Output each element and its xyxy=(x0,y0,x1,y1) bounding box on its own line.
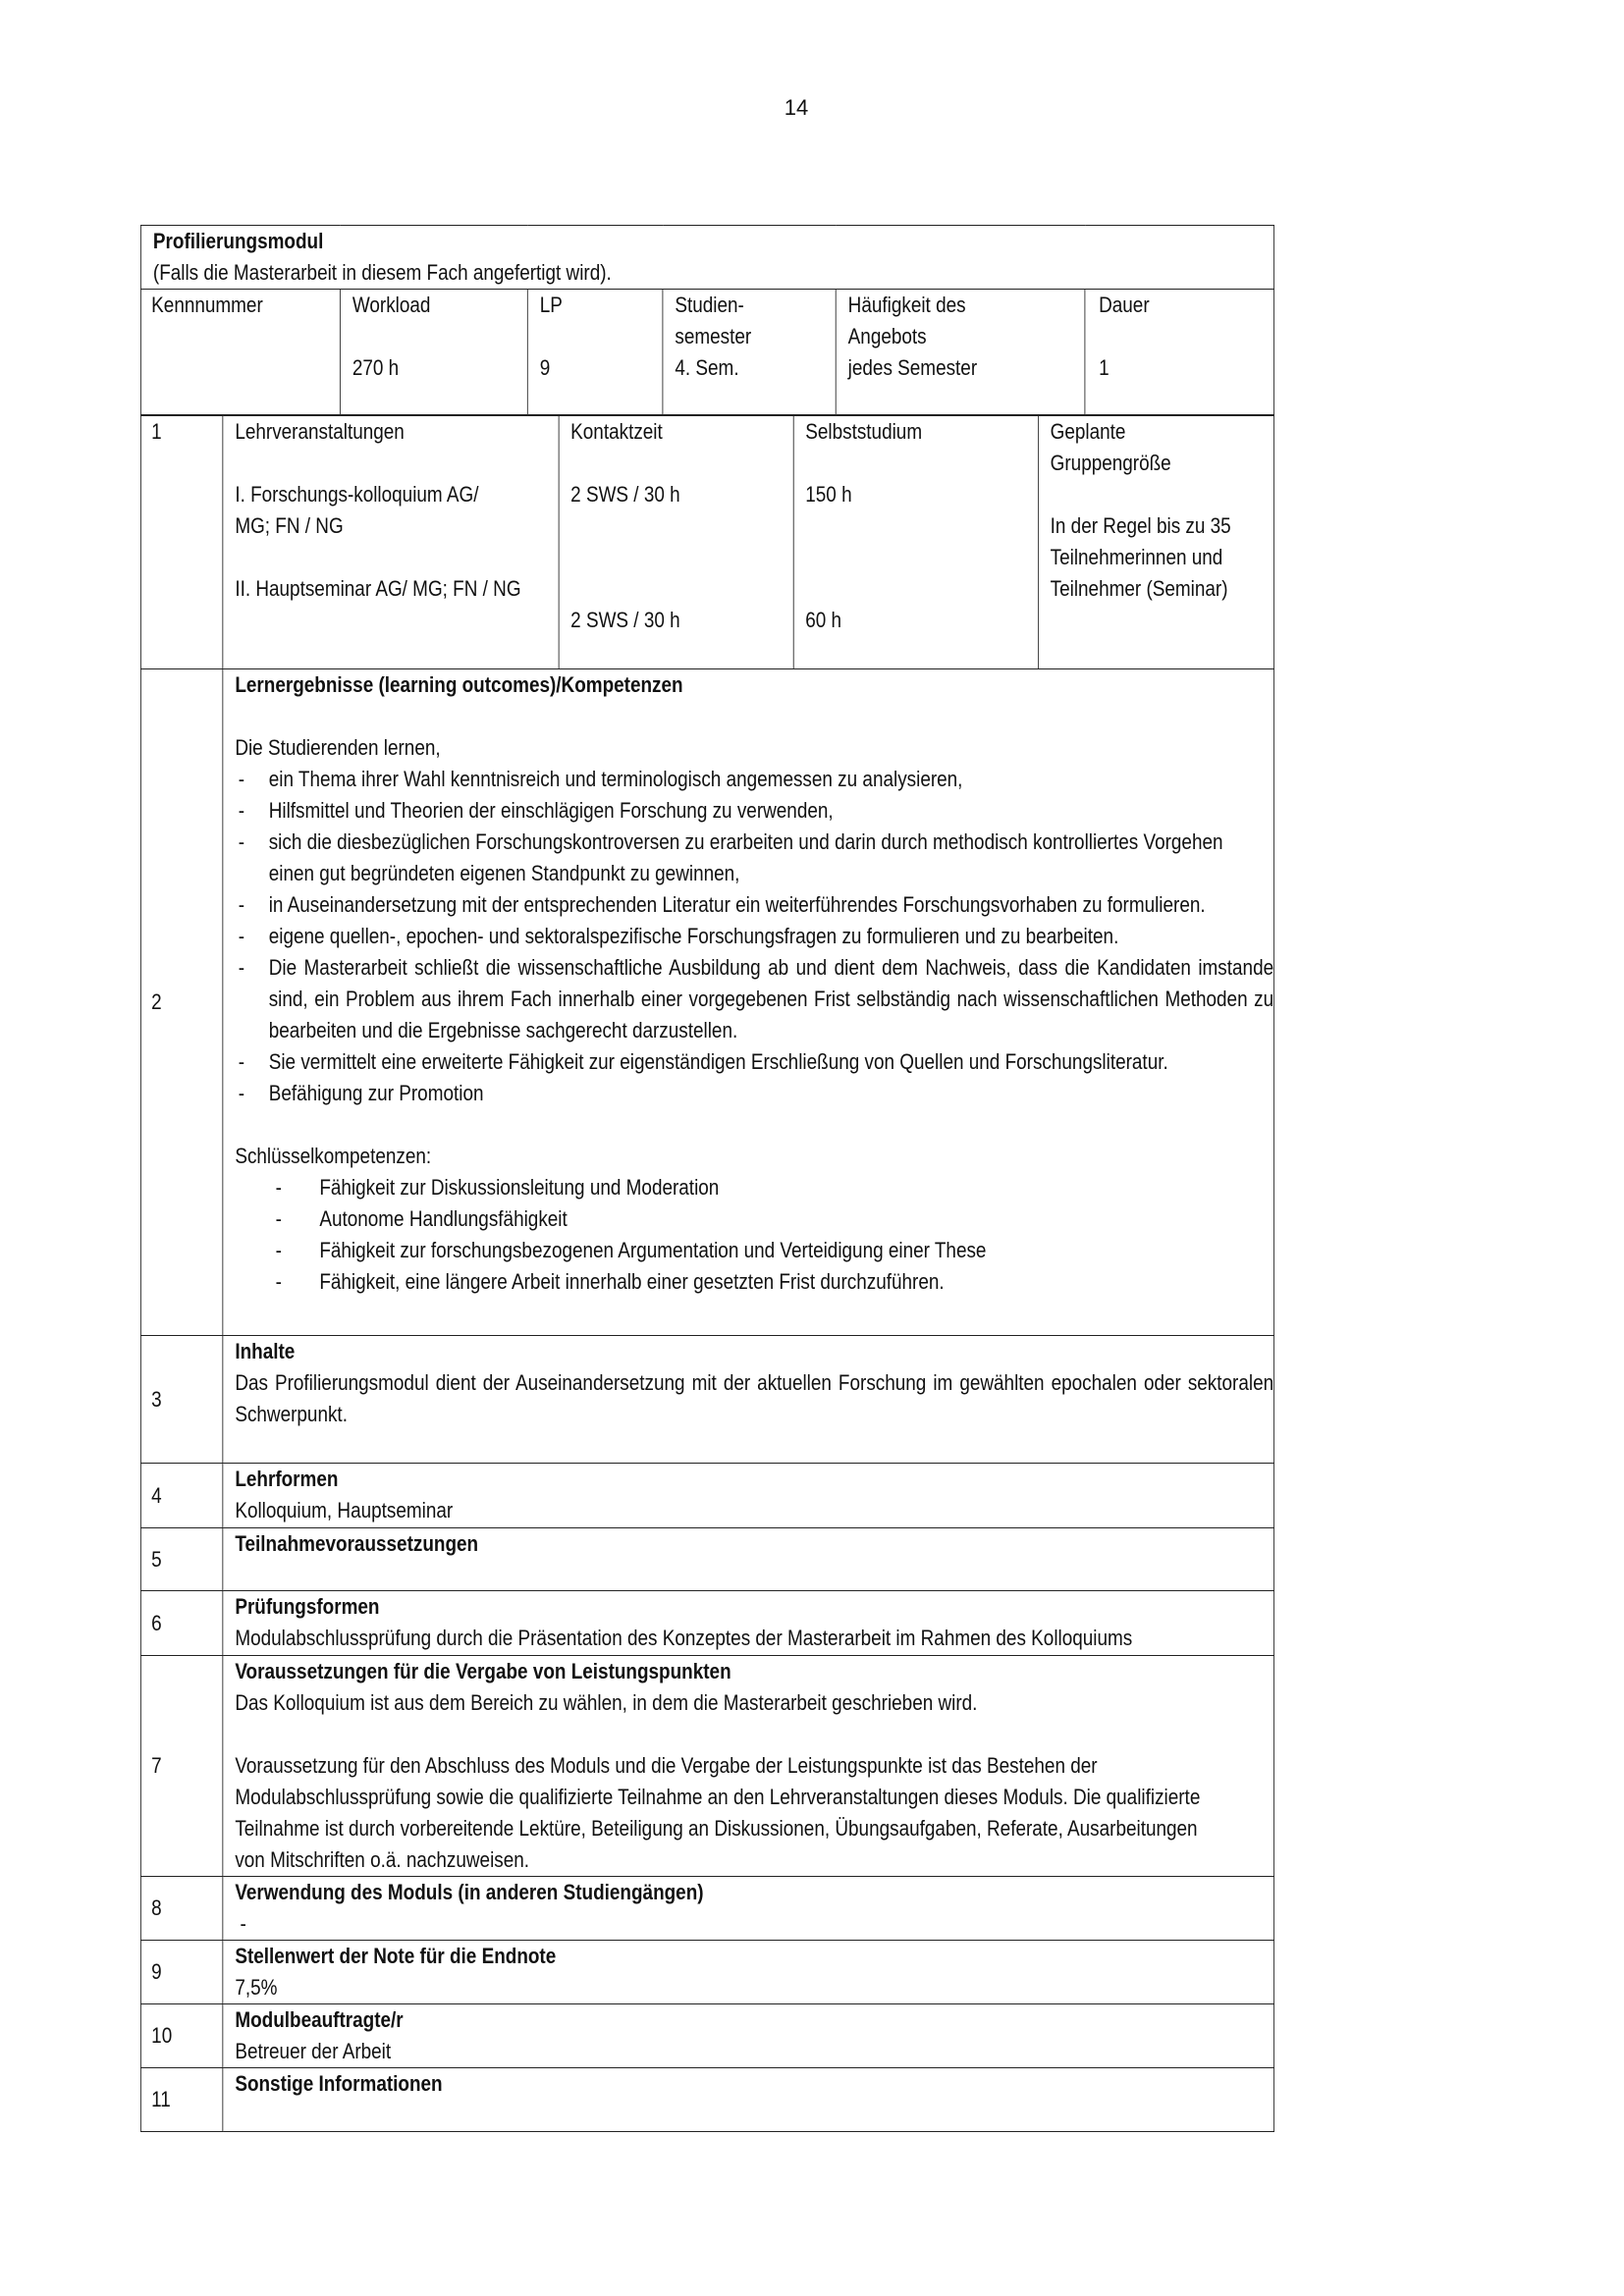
row-7-number: 7 xyxy=(151,1753,162,1778)
selbststudium-1: 150 h xyxy=(805,482,852,507)
row-9-content xyxy=(223,1941,1274,2004)
studiensemester-label-1: Studien- xyxy=(675,293,744,317)
studiensemester-label-2: semester xyxy=(675,324,752,348)
haeufigkeit-label-2: Angebots xyxy=(847,324,927,348)
row-6-content xyxy=(223,1591,1274,1656)
list-item: - Fähigkeit, eine längere Arbeit innerhalb einer gesetzten Frist durchzuführen. xyxy=(235,1266,1273,1298)
row-5-content xyxy=(223,1528,1274,1591)
row-11-content xyxy=(223,2068,1274,2132)
modulbeauftragte-text: Betreuer der Arbeit xyxy=(235,2039,392,2063)
row-6-number-cell xyxy=(140,1591,222,1656)
module-subtitle: (Falls die Masterarbeit in diesem Fach angefertigt wird). xyxy=(152,260,612,285)
gruppengroesse-column xyxy=(1038,416,1274,668)
courses-header: Lehrveranstaltungen xyxy=(235,419,405,444)
lehrformen-heading: Lehrformen xyxy=(235,1467,339,1491)
kontaktzeit-1: 2 SWS / 30 h xyxy=(570,482,680,507)
row-6-number: 6 xyxy=(151,1610,162,1635)
selbststudium-header: Selbststudium xyxy=(805,419,923,444)
workload-value: 270 h xyxy=(352,355,400,380)
row-4-content xyxy=(223,1464,1274,1528)
list-item: - Fähigkeit zur Diskussionsleitung und Moderation xyxy=(235,1172,1273,1203)
row-9-number: 9 xyxy=(151,1959,162,1984)
stellenwert-heading: Stellenwert der Note für die Endnote xyxy=(235,1944,557,1968)
workload-cell xyxy=(340,290,527,415)
selbststudium-2: 60 h xyxy=(805,608,842,632)
row-8-number: 8 xyxy=(151,1896,162,1920)
kontaktzeit-2: 2 SWS / 30 h xyxy=(570,608,680,632)
list-item: - in Auseinandersetzung mit der entsprechenden Literatur ein weiterführendes Forschungsvorhaben zu formulieren. xyxy=(235,889,1273,921)
schluesselkompetenzen-heading: Schlüsselkompetenzen: xyxy=(235,1144,432,1168)
lp-cell xyxy=(527,290,663,415)
lp-value: 9 xyxy=(539,355,551,380)
row-8-number-cell xyxy=(140,1877,222,1941)
haeufigkeit-label-1: Häufigkeit des xyxy=(847,293,966,317)
workload-label: Workload xyxy=(352,293,431,317)
list-item: - Befähigung zur Promotion xyxy=(235,1078,1273,1109)
row-1-number: 1 xyxy=(151,419,162,444)
kennnummer-cell xyxy=(140,290,340,415)
row-3-number-cell xyxy=(140,1336,222,1464)
dauer-value: 1 xyxy=(1099,355,1110,380)
leistungspunkte-text-2: Voraussetzung für den Abschluss des Moduls und die Vergabe der Leistungspunkte ist das Bestehen der Modulabschlussprüfung sowie die qualifizierte Teilnahme an den Lehrveranstaltungen dieses Moduls. Die qualifizierte Teilnahme ist durch vorbereitende Lektüre, Beteiligung an Diskussionen, Übungsaufgaben, Referate, Ausarbeitungen von Mitschriften o.ä. nachzuweisen. xyxy=(235,1753,1201,1872)
row-10-number: 10 xyxy=(151,2023,173,2048)
row-1-number-cell xyxy=(140,416,222,669)
module-header-table xyxy=(140,225,1274,415)
inhalte-heading: Inhalte xyxy=(235,1339,296,1363)
leistungspunkte-heading: Voraussetzungen für die Vergabe von Leistungspunkten xyxy=(235,1659,731,1683)
list-item: - ein Thema ihrer Wahl kenntnisreich und terminologisch angemessen zu analysieren, xyxy=(235,764,1273,795)
dauer-label: Dauer xyxy=(1099,293,1150,317)
row-10-number-cell xyxy=(140,2004,222,2068)
verwendung-heading: Verwendung des Moduls (in anderen Studiengängen) xyxy=(235,1880,704,1904)
courses-column xyxy=(223,416,558,668)
list-item: - Fähigkeit zur forschungsbezogenen Argumentation und Verteidigung einer These xyxy=(235,1235,1273,1266)
schluesselkompetenzen-list xyxy=(235,1172,1273,1298)
list-item: - eigene quellen-, epochen- und sektoralspezifische Forschungsfragen zu formulieren und zu bearbeiten. xyxy=(235,921,1273,952)
gruppengroesse-value: In der Regel bis zu 35 Teilnehmerinnen und Teilnehmer (Seminar) xyxy=(1050,513,1231,601)
haeufigkeit-value: jedes Semester xyxy=(847,355,978,380)
row-11-number: 11 xyxy=(151,2087,171,2111)
row-4-number: 4 xyxy=(151,1482,162,1508)
row-2-number-cell xyxy=(140,669,222,1336)
pruefungsformen-text: Modulabschlussprüfung durch die Präsentation des Konzeptes der Masterarbeit im Rahmen des Kolloquiums xyxy=(235,1626,1133,1650)
row-3-number: 3 xyxy=(151,1386,162,1412)
list-item: - Hilfsmittel und Theorien der einschlägigen Forschung zu verwenden, xyxy=(235,795,1273,827)
dauer-cell xyxy=(1085,290,1274,415)
list-item: - Sie vermittelt eine erweiterte Fähigkeit zur eigenständigen Erschließung von Quellen und Forschungsliteratur. xyxy=(235,1046,1273,1078)
course-2: II. Hauptseminar AG/ MG; FN / NG xyxy=(235,576,521,601)
module-document xyxy=(140,225,1273,2132)
row-11-number-cell xyxy=(140,2068,222,2132)
row-5-number-cell xyxy=(140,1528,222,1591)
list-item: - Autonome Handlungsfähigkeit xyxy=(235,1203,1273,1235)
stellenwert-text: 7,5% xyxy=(235,1975,278,2000)
kontaktzeit-column xyxy=(559,416,793,668)
module-main-table xyxy=(140,415,1274,2132)
teilnahmevoraussetzungen-heading: Teilnahmevoraussetzungen xyxy=(235,1531,479,1556)
row-2-number: 2 xyxy=(151,989,162,1014)
leistungspunkte-text-1: Das Kolloquium ist aus dem Bereich zu wählen, in dem die Masterarbeit geschrieben wird. xyxy=(235,1690,978,1715)
selbststudium-column xyxy=(793,416,1038,668)
studiensemester-cell xyxy=(663,290,836,415)
list-item: - sich die diesbezüglichen Forschungskontroversen zu erarbeiten und darin durch methodisch kontrolliertes Vorgehen einen gut begründeten eigenen Standpunkt zu gewinnen, xyxy=(235,827,1273,889)
row-5-number: 5 xyxy=(151,1546,162,1572)
verwendung-text: - xyxy=(240,1911,246,1936)
row-9-number-cell xyxy=(140,1941,222,2004)
kennnummer-label: Kennnummer xyxy=(151,293,263,317)
inhalte-text: Das Profilierungsmodul dient der Auseinandersetzung mit der aktuellen Forschung im gewählten epochalen oder sektoralen Schwerpunkt. xyxy=(235,1370,1274,1426)
pruefungsformen-heading: Prüfungsformen xyxy=(235,1594,380,1619)
haeufigkeit-cell xyxy=(836,290,1085,415)
lp-label: LP xyxy=(539,293,563,317)
lehrformen-text: Kolloquium, Hauptseminar xyxy=(235,1498,454,1522)
row-4-number-cell xyxy=(140,1464,222,1528)
gruppengroesse-header-1: Geplante xyxy=(1050,419,1126,444)
lernergebnisse-list xyxy=(235,764,1273,1109)
kontaktzeit-header: Kontaktzeit xyxy=(570,419,663,444)
row-10-content xyxy=(223,2004,1274,2068)
modulbeauftragte-heading: Modulbeauftragte/r xyxy=(235,2007,404,2032)
row-7-content xyxy=(223,1656,1274,1877)
row-7-number-cell xyxy=(140,1656,222,1877)
sonstige-heading: Sonstige Informationen xyxy=(235,2071,443,2096)
list-item: - Die Masterarbeit schließt die wissenschaftliche Ausbildung ab und dient dem Nachweis, dass die Kandidaten imstande sind, ein Problem aus ihrem Fach innerhalb einer vorgegebenen Frist selbständig nach wissenschaftlichen Methoden zu bearbeiten und die Ergebnisse sachgerecht darzustellen. xyxy=(235,952,1273,1046)
course-1: I. Forschungs-kolloquium AG/ MG; FN / NG xyxy=(235,482,479,538)
studiensemester-value: 4. Sem. xyxy=(675,355,739,380)
row-8-content xyxy=(223,1877,1274,1941)
lernergebnisse-heading: Lernergebnisse (learning outcomes)/Kompetenzen xyxy=(235,672,683,697)
courses-table xyxy=(223,416,1274,668)
row-3-content xyxy=(223,1336,1274,1464)
module-title: Profilierungsmodul xyxy=(152,229,324,253)
lernergebnisse-intro: Die Studierenden lernen, xyxy=(235,735,441,760)
row-2-content xyxy=(223,669,1274,1336)
row-1-content xyxy=(223,416,1274,669)
module-title-cell xyxy=(140,226,1273,290)
gruppengroesse-header-2: Gruppengröße xyxy=(1050,451,1171,475)
page-number: 14 xyxy=(784,95,809,120)
